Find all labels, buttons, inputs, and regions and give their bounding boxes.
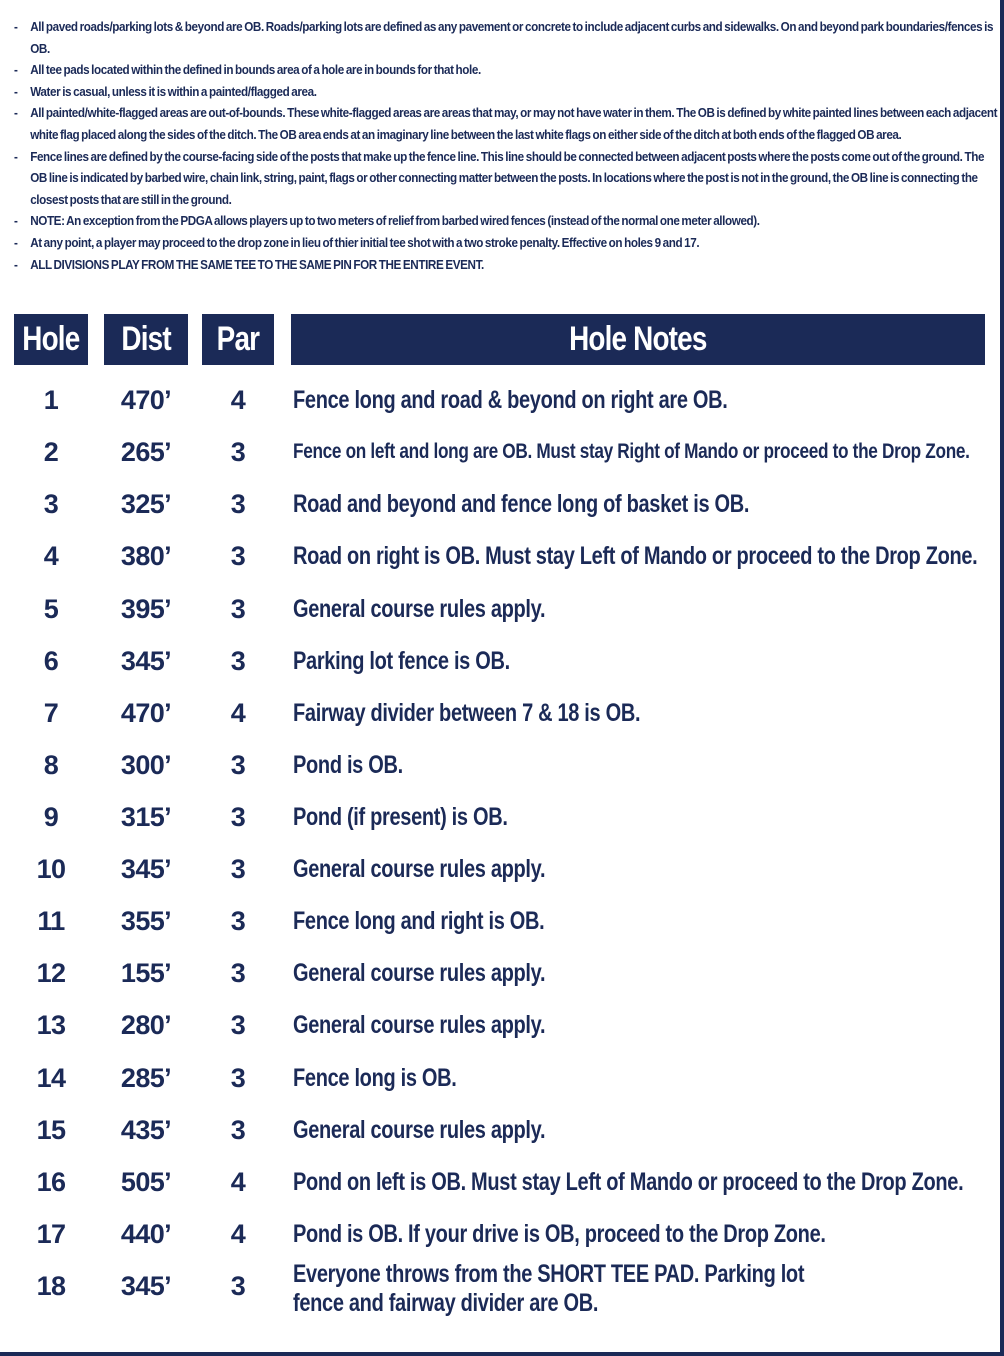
hole-note: [293, 739, 993, 791]
table-row: [0, 635, 1004, 687]
hole-note: [293, 530, 993, 582]
hole-note-text: Road and beyond and fence long of basket is OB.: [293, 489, 750, 518]
hole-par: 3: [230, 1270, 246, 1301]
hole-distance: 345’: [120, 1270, 172, 1301]
hole-note-text: Pond (if present) is OB.: [293, 802, 508, 831]
header-hole-label: Hole: [22, 320, 80, 358]
table-row: [0, 583, 1004, 635]
table-row: [0, 426, 1004, 478]
hole-par: 4: [230, 384, 246, 415]
hole-par: 3: [230, 488, 246, 519]
hole-note-text: Pond is OB.: [293, 750, 403, 779]
hole-distance: 280’: [120, 1009, 172, 1040]
hole-number: 14: [36, 1062, 66, 1093]
table-row: [0, 374, 1004, 426]
table-row: [0, 530, 1004, 582]
table-row: [0, 687, 1004, 739]
hole-par: 3: [230, 853, 246, 884]
table-row: [0, 1260, 1004, 1317]
hole-par: 3: [230, 1062, 246, 1093]
hole-note: [293, 843, 993, 895]
hole-distance: 155’: [120, 957, 172, 988]
rule-item: - All painted/white-flagged areas are out-of-bounds. These white-flagged areas are areas that may, or may not have water in them. The OB is defined by white painted lines between each adjacent white flag placed along the sides of the ditch. The OB area ends at an imaginary line between the last white flags on either side of the ditch at both ends of the flagged OB area.: [14, 102, 1002, 145]
hole-par: 3: [230, 749, 246, 780]
hole-distance: 315’: [120, 801, 172, 832]
hole-note: [293, 1156, 993, 1208]
hole-note-text: General course rules apply.: [293, 854, 546, 883]
hole-note: [293, 478, 993, 530]
table-row: [0, 478, 1004, 530]
hole-distance: 300’: [120, 749, 172, 780]
hole-distance: 435’: [120, 1114, 172, 1145]
hole-number: 12: [36, 957, 66, 988]
hole-distance: 265’: [120, 436, 172, 467]
table-row: [0, 739, 1004, 791]
hole-number: 1: [43, 384, 59, 415]
table-row: [0, 947, 1004, 999]
rule-item: - Water is casual, unless it is within a painted/flagged area.: [14, 81, 1002, 103]
hole-distance: 355’: [120, 905, 172, 936]
hole-number: 10: [36, 853, 66, 884]
rule-item: - At any point, a player may proceed to the drop zone in lieu of thier initial tee shot with a two stroke penalty. Effective on holes 9 and 17.: [14, 232, 1002, 254]
hole-note-text: Road on right is OB. Must stay Left of Mando or proceed to the Drop Zone.: [293, 541, 978, 570]
hole-note: [293, 1260, 993, 1317]
hole-number: 11: [37, 905, 65, 936]
hole-note-text: Everyone throws from the SHORT TEE PAD. Parking lot fence and fairway divider are OB.: [293, 1260, 805, 1317]
hole-distance: 505’: [120, 1166, 172, 1197]
hole-note: [293, 687, 993, 739]
header-hole: [14, 314, 88, 365]
hole-par: 3: [230, 645, 246, 676]
hole-number: 9: [43, 801, 59, 832]
hole-distance: 325’: [120, 488, 172, 519]
hole-distance: 380’: [120, 540, 172, 571]
rule-item: - ALL DIVISIONS PLAY FROM THE SAME TEE TO THE SAME PIN FOR THE ENTIRE EVENT.: [14, 254, 1002, 276]
hole-par: 3: [230, 905, 246, 936]
hole-distance: 345’: [120, 645, 172, 676]
table-row: [0, 791, 1004, 843]
hole-number: 6: [43, 645, 59, 676]
table-row: [0, 999, 1004, 1051]
table-row: [0, 1104, 1004, 1156]
rule-item: - Fence lines are defined by the course-facing side of the posts that make up the fence line. This line should be connected between adjacent posts where the posts come out of the ground. The OB line is indicated by barbed wire, chain link, string, paint, flags or other connecting matter between the posts. In locations where the post is not in the ground, the OB line is connecting the closest posts that are still in the ground.: [14, 146, 1002, 211]
header-dist-label: Dist: [121, 320, 171, 358]
hole-note-text: Pond on left is OB. Must stay Left of Mando or proceed to the Drop Zone.: [293, 1167, 964, 1196]
header-par: [202, 314, 274, 365]
hole-note: [293, 791, 993, 843]
table-row: [0, 1052, 1004, 1104]
hole-distance: 395’: [120, 593, 172, 624]
hole-number: 13: [36, 1009, 66, 1040]
table-row: [0, 895, 1004, 947]
hole-par: 3: [230, 957, 246, 988]
hole-par: 3: [230, 801, 246, 832]
hole-distance: 470’: [120, 697, 172, 728]
hole-note-text: General course rules apply.: [293, 1010, 546, 1039]
hole-distance: 285’: [120, 1062, 172, 1093]
hole-distance: 440’: [120, 1218, 172, 1249]
rule-item: - All paved roads/parking lots & beyond are OB. Roads/parking lots are defined as any pavement or concrete to include adjacent curbs and sidewalks. On and beyond park boundaries/fences is OB.: [14, 16, 1002, 59]
hole-number: 4: [43, 540, 59, 571]
header-dist: [104, 314, 188, 365]
hole-par: 3: [230, 593, 246, 624]
hole-number: 18: [36, 1270, 66, 1301]
hole-note-text: General course rules apply.: [293, 594, 546, 623]
header-notes: [291, 314, 985, 365]
rule-item: - All tee pads located within the defined in bounds area of a hole are in bounds for that hole.: [14, 59, 1002, 81]
hole-number: 2: [43, 436, 59, 467]
hole-note: [293, 426, 993, 478]
hole-par: 3: [230, 1114, 246, 1145]
hole-note: [293, 374, 993, 426]
hole-note-text: General course rules apply.: [293, 1115, 546, 1144]
hole-note: [293, 635, 993, 687]
hole-note-text: Fairway divider between 7 & 18 is OB.: [293, 698, 641, 727]
hole-note: [293, 1052, 993, 1104]
hole-note: [293, 1208, 993, 1260]
hole-par: 4: [230, 1166, 246, 1197]
hole-note-text: Pond is OB. If your drive is OB, proceed to the Drop Zone.: [293, 1219, 826, 1248]
hole-distance: 345’: [120, 853, 172, 884]
hole-number: 7: [43, 697, 59, 728]
hole-note-text: Parking lot fence is OB.: [293, 646, 510, 675]
hole-note-text: General course rules apply.: [293, 958, 546, 987]
hole-note: [293, 895, 993, 947]
table-row: [0, 1156, 1004, 1208]
rule-item: - NOTE: An exception from the PDGA allows players up to two meters of relief from barbed wired fences (instead of the normal one meter allowed).: [14, 210, 1002, 232]
header-notes-label: Hole Notes: [569, 320, 707, 358]
header-par-label: Par: [216, 320, 260, 358]
hole-number: 3: [43, 488, 59, 519]
hole-note-text: Fence long is OB.: [293, 1063, 457, 1092]
hole-note: [293, 947, 993, 999]
hole-note-text: Fence long and road & beyond on right are OB.: [293, 385, 728, 414]
hole-par: 4: [230, 697, 246, 728]
hole-number: 15: [36, 1114, 66, 1145]
hole-par: 3: [230, 436, 246, 467]
table-row: [0, 1208, 1004, 1260]
hole-note: [293, 1104, 993, 1156]
hole-par: 4: [230, 1218, 246, 1249]
hole-par: 3: [230, 1009, 246, 1040]
hole-note: [293, 583, 993, 635]
hole-distance: 470’: [120, 384, 172, 415]
table-row: [0, 843, 1004, 895]
hole-note-text: Fence long and right is OB.: [293, 906, 545, 935]
hole-number: 16: [36, 1166, 66, 1197]
hole-note-text: Fence on left and long are OB. Must stay Right of Mando or proceed to the Drop Zone.: [293, 440, 970, 463]
course-rules-list: [14, 16, 998, 275]
hole-number: 17: [36, 1218, 66, 1249]
hole-note: [293, 999, 993, 1051]
hole-number: 8: [43, 749, 59, 780]
hole-number: 5: [43, 593, 59, 624]
hole-par: 3: [230, 540, 246, 571]
